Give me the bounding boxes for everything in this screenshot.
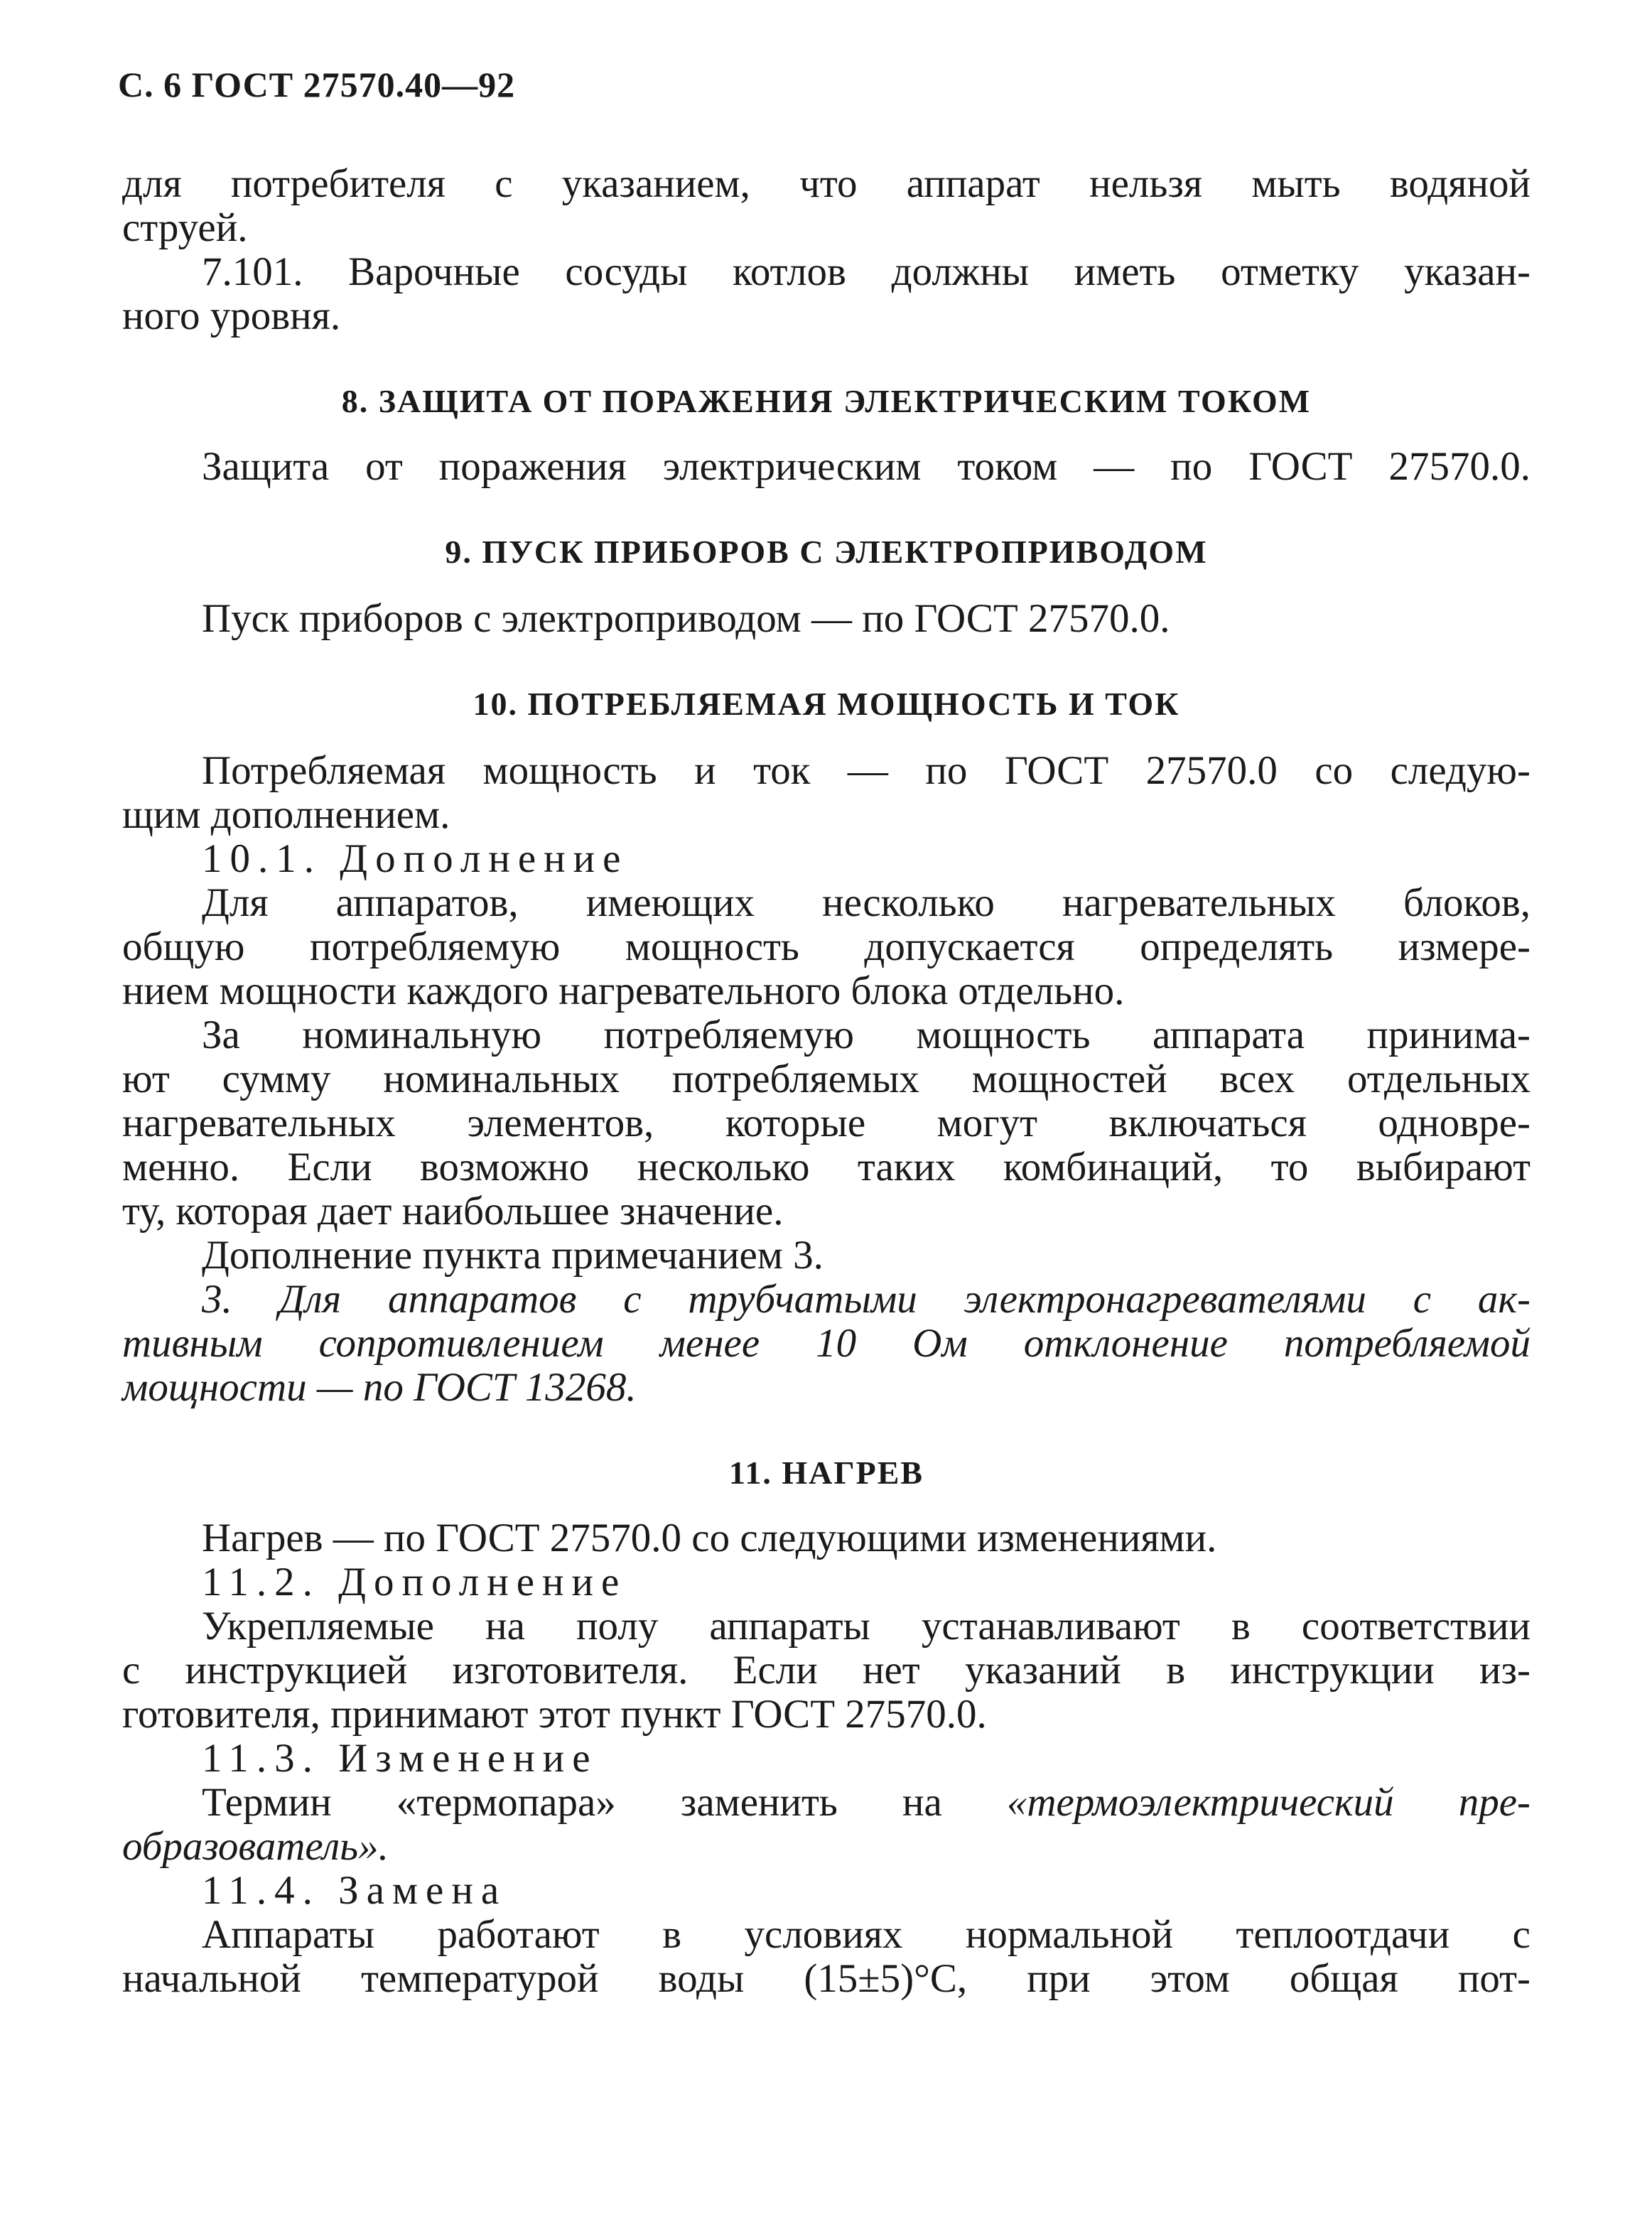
section-9-text: Пуск приборов с электроприводом — по ГОСТ 27570.0. bbox=[202, 596, 1170, 641]
italic-term: образователь». bbox=[122, 1824, 389, 1869]
body-line: струей. bbox=[122, 205, 248, 250]
section-8-text: Защита от поражения электрическим током — по ГОСТ 27570.0. bbox=[202, 444, 1530, 489]
body-line: менно. Если возможно несколько таких комбинаций, то выбирают bbox=[122, 1145, 1530, 1189]
clause-11-4-label: 11.4. Замена bbox=[202, 1868, 507, 1913]
clause-10-1-label: 10.1. Дополнение bbox=[202, 836, 629, 881]
body-line: Аппараты работают в условиях нормальной теплоотдачи с bbox=[202, 1912, 1530, 1957]
body-line: щим дополнением. bbox=[122, 792, 450, 837]
clause-7-101: 7.101. Варочные сосуды котлов должны иметь отметку указан- bbox=[202, 249, 1530, 294]
body-line: Для аппаратов, имеющих несколько нагревательных блоков, bbox=[202, 880, 1530, 925]
page-body bbox=[122, 162, 1530, 2001]
body-line: Дополнение пункта примечанием 3. bbox=[202, 1233, 824, 1278]
section-9-heading: 9. ПУСК ПРИБОРОВ С ЭЛЕКТРОПРИВОДОМ bbox=[445, 534, 1208, 570]
body-line: нагревательных элементов, которые могут включаться одновре- bbox=[122, 1101, 1530, 1145]
body-line: Нагрев — по ГОСТ 27570.0 со следующими изменениями. bbox=[202, 1516, 1217, 1560]
body-line: Укрепляемые на полу аппараты устанавливают в соответствии bbox=[202, 1604, 1530, 1649]
note-3: 3. Для аппаратов с трубчатыми электронагревателями с ак- bbox=[202, 1277, 1530, 1322]
body-line: с инструкцией изготовителя. Если нет указаний в инструкции из- bbox=[122, 1648, 1530, 1693]
body-line: начальной температурой воды (15±5)°С, при этом общая пот- bbox=[122, 1956, 1530, 2001]
clause-11-3-label: 11.3. Изменение bbox=[202, 1736, 598, 1781]
clause-11-2-label: 11.2. Дополнение bbox=[202, 1560, 627, 1604]
body-line: нием мощности каждого нагревательного блока отдельно. bbox=[122, 969, 1125, 1013]
body-line: для потребителя с указанием, что аппарат нельзя мыть водяной bbox=[122, 161, 1530, 206]
body-line: общую потребляемую мощность допускается определять измере- bbox=[122, 924, 1530, 969]
body-line: ного уровня. bbox=[122, 293, 341, 338]
body-line: ту, которая дает наибольшее значение. bbox=[122, 1189, 784, 1234]
body-line: ют сумму номинальных потребляемых мощностей всех отдельных bbox=[122, 1057, 1530, 1101]
italic-term: «термоэлектрический пре- bbox=[1006, 1780, 1530, 1825]
section-8-heading: 8. ЗАЩИТА ОТ ПОРАЖЕНИЯ ЭЛЕКТРИЧЕСКИМ ТОКОМ bbox=[341, 383, 1312, 419]
body-line: Потребляемая мощность и ток — по ГОСТ 27570.0 со следую- bbox=[202, 748, 1530, 793]
body-line: За номинальную потребляемую мощность аппарата принима- bbox=[202, 1013, 1530, 1057]
note-3: тивным сопротивлением менее 10 Ом отклонение потребляемой bbox=[122, 1321, 1530, 1366]
body-line: готовителя, принимают этот пункт ГОСТ 27570.0. bbox=[122, 1692, 987, 1737]
body-text: Термин «термопара» заменить на bbox=[202, 1780, 1007, 1825]
section-11-heading: 11. НАГРЕВ bbox=[728, 1455, 924, 1491]
running-header: С. 6 ГОСТ 27570.40—92 bbox=[118, 65, 516, 104]
section-10-heading: 10. ПОТРЕБЛЯЕМАЯ МОЩНОСТЬ И ТОК bbox=[473, 686, 1180, 722]
body-line bbox=[122, 1781, 1530, 1825]
note-3: мощности — по ГОСТ 13268. bbox=[122, 1365, 637, 1410]
